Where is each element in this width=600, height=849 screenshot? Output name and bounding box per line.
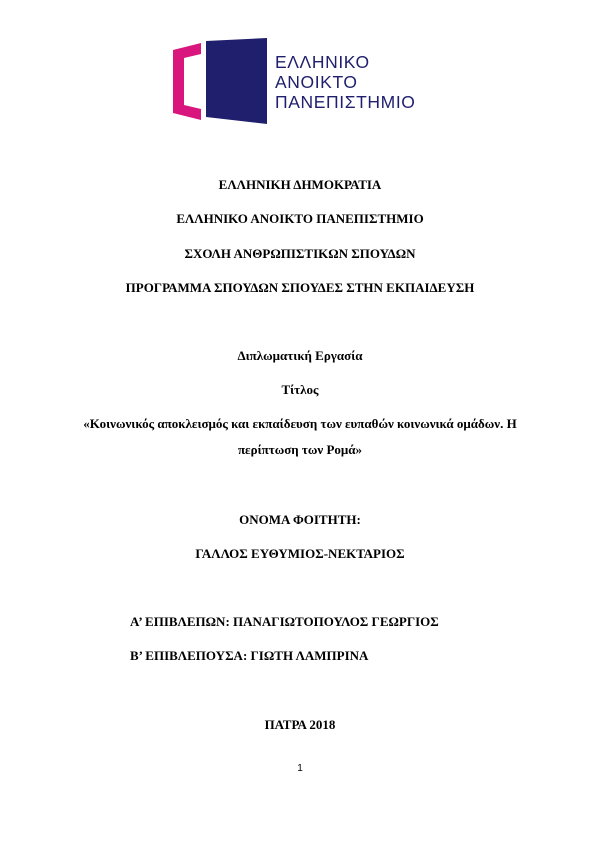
logo-line-1: ΕΛΛΗΝΙΚΟ [275,52,370,72]
university-logo-mark [173,38,273,124]
place-year: ΠΑΤΡΑ 2018 [264,717,336,732]
university-logo [173,38,443,124]
logo-wordmark [275,52,416,112]
second-supervisor: Β’ ΕΠΙΒΛΕΠΟΥΣΑ: ΓΙΩΤΗ ΛΑΜΠΡΙΝΑ [130,648,369,663]
header-republic: ΕΛΛΗΝΙΚΗ ΔΗΜΟΚΡΑΤΙΑ [218,177,382,192]
header-program: ΠΡΟΓΡΑΜΜΑ ΣΠΟΥΔΩΝ ΣΠΟΥΔΕΣ ΣΤΗΝ ΕΚΠΑΙΔΕΥΣΗ [125,280,475,295]
header-university: ΕΛΛΗΝΙΚΟ ΑΝΟΙΚΤΟ ΠΑΝΕΠΙΣΤΗΜΙΟ [176,211,424,226]
logo-line-3: ΠΑΝΕΠΙΣΤΗΜΙΟ [275,92,416,112]
first-supervisor: Α’ ΕΠΙΒΛΕΠΩΝ: ΠΑΝΑΓΙΩΤΟΠΟΥΛΟΣ ΓΕΩΡΓΙΟΣ [130,614,439,629]
student-label: ΟΝΟΜΑ ΦΟΙΤΗΤΗ: [239,512,361,527]
thesis-title: «Κοινωνικός αποκλεισμός και εκπαίδευση των ευπαθών κοινωνικά ομάδων. Η περίπτωση των Ρομά» [83,416,517,457]
header-school: ΣΧΟΛΗ ΑΝΘΡΩΠΙΣΤΙΚΩΝ ΣΠΟΥΔΩΝ [184,246,416,261]
thesis-type: Διπλωματική Εργασία [237,348,363,363]
logo-line-2: ΑΝΟΙΚΤΟ [275,72,358,92]
student-name: ΓΑΛΛΟΣ ΕΥΘΥΜΙΟΣ-ΝΕΚΤΑΡΙΟΣ [195,546,405,561]
thesis-title-label: Τίτλος [281,382,319,397]
page-number: 1 [297,763,303,774]
